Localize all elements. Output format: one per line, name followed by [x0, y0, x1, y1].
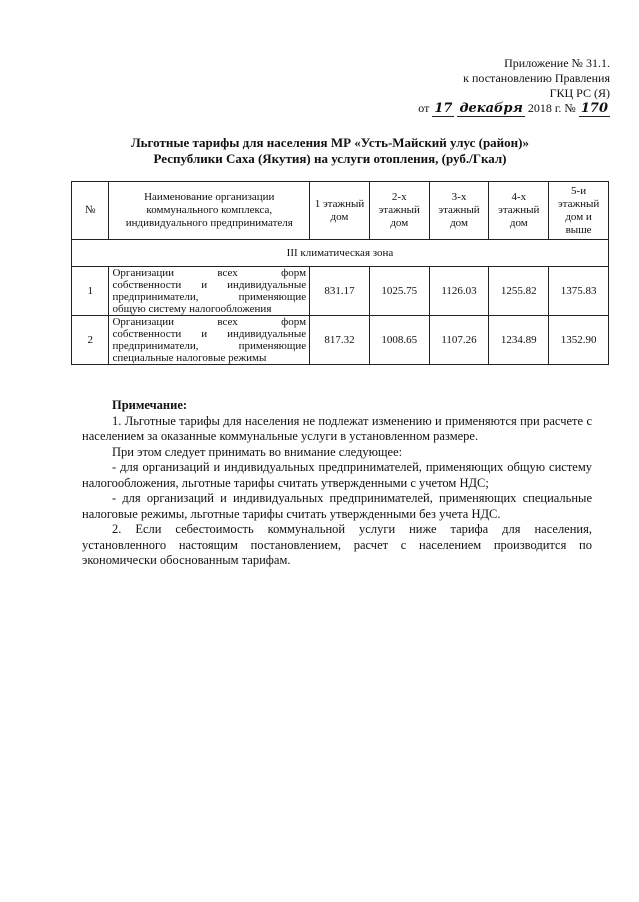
tariff-5-floor: 1352.90 [549, 316, 609, 365]
org-line: общую систему налогообложения [112, 303, 272, 315]
zone-row [72, 240, 609, 267]
decree-number: 170 [580, 101, 608, 116]
note-paragraph-3: - для организаций и индивидуальных предпринимателей, применяющих общую систему налогообложения, льготные тарифы считать утвержденными с учетом НДС; [82, 460, 592, 490]
tariff-2-floor: 1008.65 [369, 316, 429, 365]
org-line: Организации всех форм [112, 316, 307, 328]
notes-section [82, 398, 592, 569]
date-day: 17 [434, 101, 453, 116]
org-line: Организации всех форм [112, 267, 307, 279]
climate-zone-label: III климатическая зона [72, 240, 609, 267]
header-1-floor: 1 этажный дом [310, 182, 370, 240]
header-3-floor: 3-х этажный дом [429, 182, 489, 240]
header-5-floor: 5-и этажный дом и выше [549, 182, 609, 240]
appendix-line-1: Приложение № 31.1. [504, 56, 610, 70]
appendix-block [386, 56, 610, 116]
table-row [72, 267, 609, 316]
table-row [72, 316, 609, 365]
header-2-floor: 2-х этажный дом [369, 182, 429, 240]
note-paragraph-2: При этом следует принимать во внимание следующее: [112, 444, 403, 459]
org-line: специальные налоговые режимы [112, 352, 267, 364]
tariff-1-floor: 817.32 [310, 316, 370, 365]
header-num: № [72, 182, 109, 240]
tariff-5-floor: 1375.83 [549, 267, 609, 316]
tariff-2-floor: 1025.75 [369, 267, 429, 316]
tariff-4-floor: 1255.82 [489, 267, 549, 316]
notes-heading: Примечание: [112, 398, 188, 412]
tariff-3-floor: 1126.03 [429, 267, 489, 316]
org-line: собственности и индивидуальные [112, 279, 307, 291]
row-num: 2 [72, 316, 109, 365]
org-line: предприниматели, применяющие [112, 291, 307, 303]
appendix-line-3: ГКЦ РС (Я) [549, 86, 610, 100]
row-num: 1 [72, 267, 109, 316]
note-paragraph-5: 2. Если себестоимость коммунальной услуги ниже тарифа для населения, установленного настоящим постановлением, расчет с населением производится по экономически обоснованным тарифам. [82, 522, 592, 567]
row-org-name [109, 316, 310, 365]
date-year: 2018 г. № [527, 101, 576, 115]
title-line-2: Республики Саха (Якутия) на услуги отопления, (руб./Гкал) [153, 151, 507, 166]
date-month: декабря [459, 101, 523, 116]
tariff-3-floor: 1107.26 [429, 316, 489, 365]
row-org-name [109, 267, 310, 316]
table-header-row [72, 182, 609, 240]
header-4-floor: 4-х этажный дом [489, 182, 549, 240]
org-line: собственности и индивидуальные [112, 328, 307, 340]
header-name: Наименование организации коммунального комплекса, индивидуального предпринимателя [109, 182, 310, 240]
appendix-line-2: к постановлению Правления [463, 71, 610, 85]
note-paragraph-1: 1. Льготные тарифы для населения не подлежат изменению и применяются при расчете с населением за оказанные коммунальные услуги в установленном размере. [82, 413, 592, 443]
tariff-1-floor: 831.17 [310, 267, 370, 316]
document-title [60, 135, 600, 167]
note-paragraph-4: - для организаций и индивидуальных предпринимателей, применяющих специальные налоговые режимы, льготные тарифы считать утвержденными без учета НДС. [82, 491, 592, 521]
org-line: предприниматели, применяющие [112, 340, 307, 352]
tariff-table [71, 181, 609, 365]
tariff-4-floor: 1234.89 [489, 316, 549, 365]
date-prefix: от [418, 101, 430, 115]
appendix-date-line [386, 101, 610, 116]
title-line-1: Льготные тарифы для населения МР «Усть-Майский улус (район)» [130, 135, 529, 150]
